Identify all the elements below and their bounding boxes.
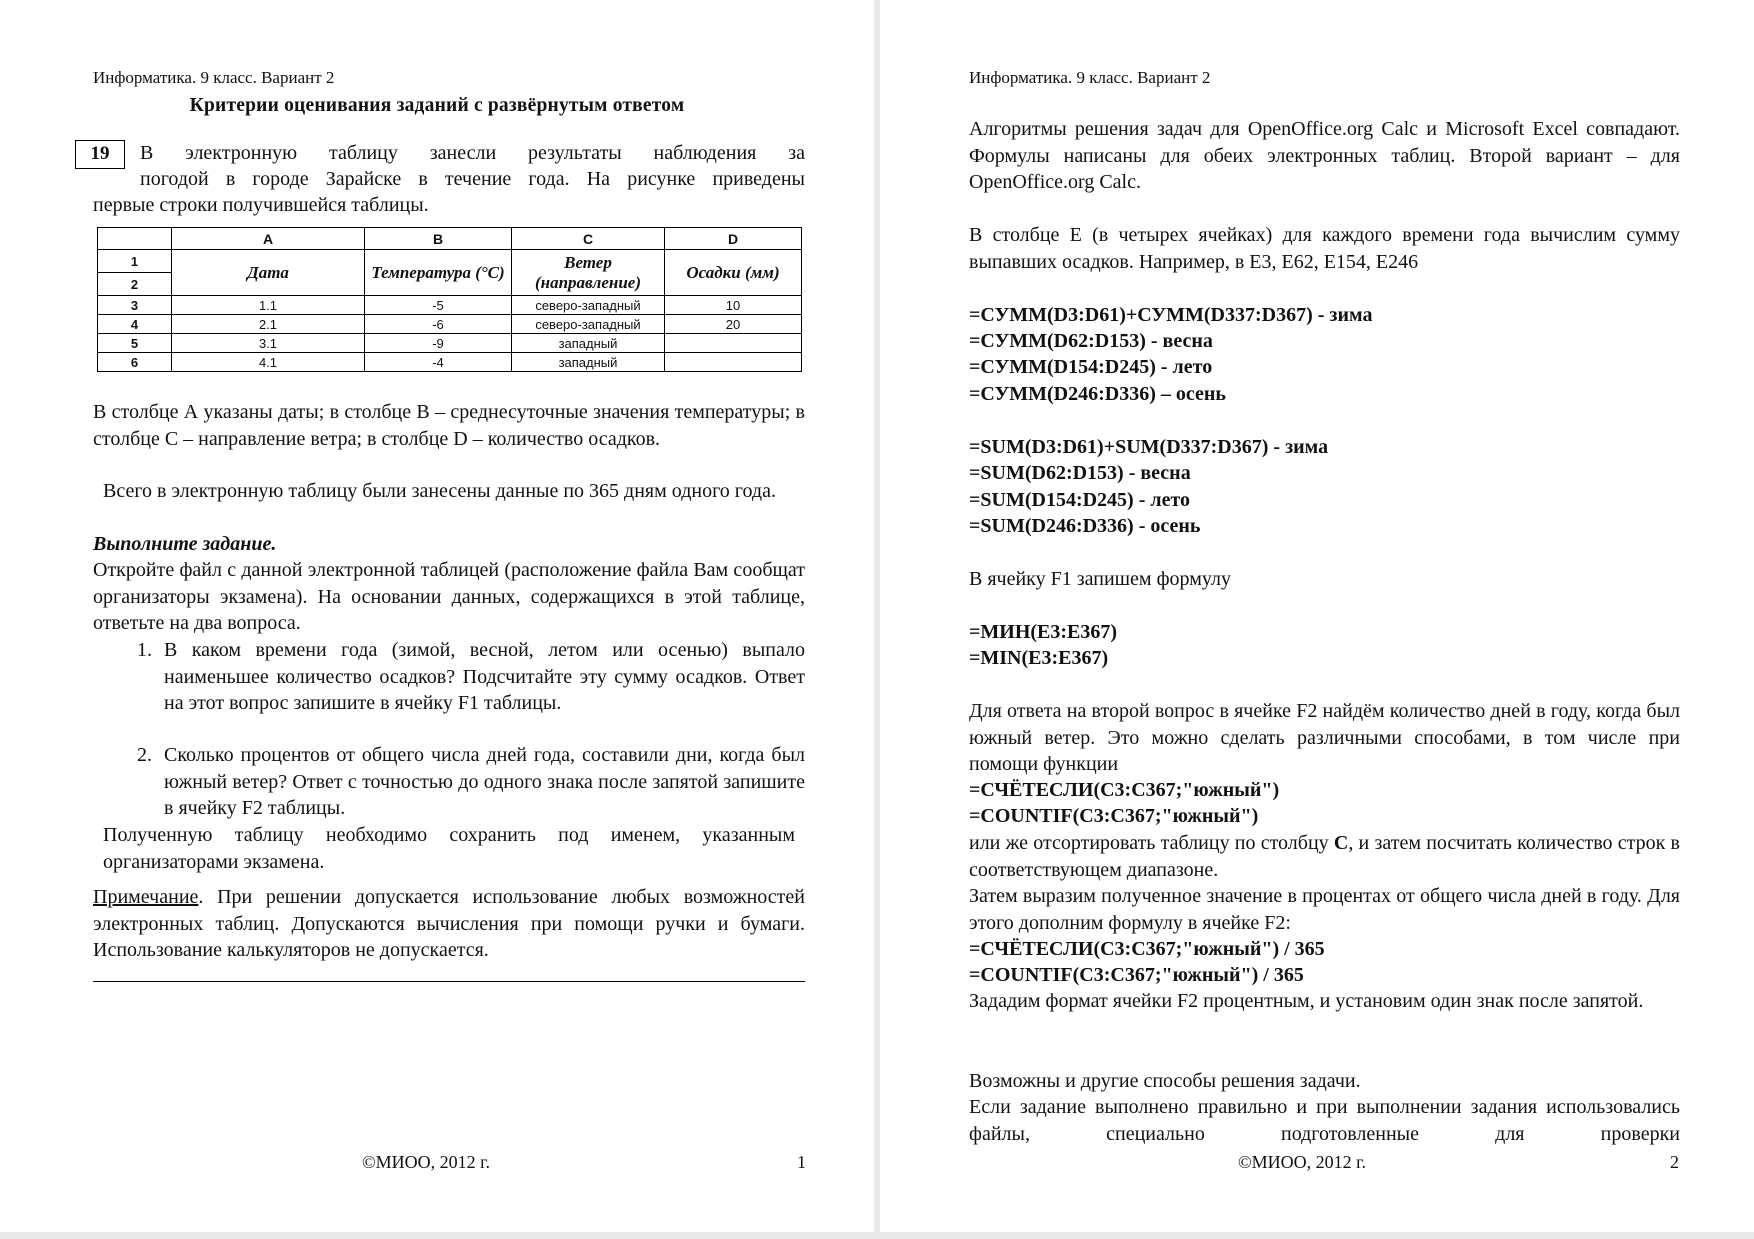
page-2 [880,0,1754,1232]
page-header: Информатика. 9 класс. Вариант 2 [93,68,335,87]
formula-ru-summer: =СУММ(D154:D245) - лето [969,356,1213,378]
header-cell-wind: Ветер (направление) [512,250,665,296]
do-task-heading: Выполните задание. [93,533,277,555]
cell-d4: 20 [665,315,802,334]
table-row [98,353,802,372]
cell-b3: -5 [365,296,512,315]
formula-min-en: =MIN(E3:E367) [969,647,1109,669]
cell-a3: 1.1 [172,296,365,315]
sort-text [969,830,1680,883]
page-number: 2 [1670,1152,1679,1172]
horizontal-rule [93,981,805,982]
header-cell-date: Дата [172,250,365,296]
cell-d3: 10 [665,296,802,315]
footer-copyright: ©МИОО, 2012 г. [362,1152,491,1172]
formula-countif-ru: =СЧЁТЕСЛИ(C3:C367;"южный") [969,779,1280,801]
intro-line-2: погодой в городе Зарайске в течение года. На рисунке приведены [140,168,805,190]
formula-en-summer: =SUM(D154:D245) - лето [969,489,1191,511]
task-number-box: 19 [75,140,125,169]
question-1-text: В каком времени года (зимой, весной, летом или осенью) выпало наименьшее количество осадков? Подсчитайте эту сумму осадков. Ответ на этот вопрос запишите в ячейку F1 таблицы. [164,639,805,714]
col-header-c: C [512,228,665,250]
question-2-number: 2. [137,744,152,766]
note-text: . При решении допускается использование любых возможностей электронных таблиц. Допускаются вычисления при помощи ручки и бумаги. Использование калькуляторов не допускается. [93,886,805,961]
row-header-1: 1 [98,250,172,273]
criteria-title: Критерии оценивания заданий с развёрнутым ответом [189,95,685,116]
footer-copyright: ©МИОО, 2012 г. [1238,1152,1367,1172]
cell-b5: -9 [365,334,512,353]
cell-b4: -6 [365,315,512,334]
page-1 [0,0,874,1232]
col-header-d: D [665,228,802,250]
row-header-6: 6 [98,353,172,372]
intro-line-3: первые строки получившейся таблицы. [93,194,429,216]
sort-column: С [1333,832,1349,854]
col-header-a: A [172,228,365,250]
intro-line-1: В электронную таблицу занесли результаты наблюдения за [140,142,805,164]
question-1-number: 1. [137,639,152,661]
formula-percent-en: =COUNTIF(C3:C367;"южный") / 365 [969,964,1304,986]
row-header-3: 3 [98,296,172,315]
format-text: Зададим формат ячейки F2 процентным, и установим один знак после запятой. [969,990,1644,1012]
corner-cell [98,228,172,250]
percent-text: Затем выразим полученное значение в процентах от общего числа дней в году. Для этого дополним формулу в ячейке F2: [969,885,1680,934]
formula-min-ru: =МИН(E3:E367) [969,621,1118,643]
cell-c5: западный [512,334,665,353]
formula-en-autumn: =SUM(D246:D336) - осень [969,515,1201,537]
sort-text-post: , и затем посчитать количество строк в соответствующем диапазоне. [969,832,1680,881]
formula-countif-en: =COUNTIF(C3:C367;"южный") [969,805,1259,827]
sort-text-pre: или же отсортировать таблицу по столбцу [969,832,1334,854]
note-paragraph [93,884,805,964]
cell-b6: -4 [365,353,512,372]
header-cell-precipitation: Осадки (мм) [665,250,802,296]
page-number: 1 [797,1152,806,1172]
algorithm-text: Алгоритмы решения задач для OpenOffice.org Calc и Microsoft Excel совпадают. Формулы написаны для обеих электронных таблиц. Второй вариант – для OpenOffice.org Calc. [969,118,1680,193]
note-label: Примечание [93,886,199,908]
if-correct-text: Если задание выполнено правильно и при выполнении задания использовались файлы, специально подготовленные для проверки [969,1096,1680,1145]
row-header-4: 4 [98,315,172,334]
header-cell-temperature: Температура (°С) [365,250,512,296]
formula-en-spring: =SUM(D62:D153) - весна [969,462,1191,484]
table-row [98,315,802,334]
columns-description: В столбце А указаны даты; в столбце В – среднесуточные значения температуры; в столбце С – направление ветра; в столбце D – количество осадков. [93,401,805,450]
page-header: Информатика. 9 класс. Вариант 2 [969,68,1211,87]
f2-text: Для ответа на второй вопрос в ячейке F2 найдём количество дней в году, когда был южный ветер. Это можно сделать различными способами, в том числе при помощи функции [969,700,1680,775]
cell-c3: северо-западный [512,296,665,315]
formula-percent-ru: =СЧЁТЕСЛИ(C3:C367;"южный") / 365 [969,938,1325,960]
spreadsheet-figure [97,227,802,372]
row-header-5: 5 [98,334,172,353]
total-description: Всего в электронную таблицу были занесены данные по 365 дням одного года. [103,480,776,502]
formula-en-winter: =SUM(D3:D61)+SUM(D337:D367) - зима [969,436,1329,458]
other-ways-text: Возможны и другие способы решения задачи. [969,1070,1361,1092]
table-row [98,334,802,353]
formula-ru-autumn: =СУММ(D246:D336) – осень [969,383,1226,405]
cell-a4: 2.1 [172,315,365,334]
cell-d6 [665,353,802,372]
cell-d5 [665,334,802,353]
f1-text: В ячейку F1 запишем формулу [969,568,1232,590]
question-2-text: Сколько процентов от общего числа дней года, составили дни, когда был южный ветер? Ответ с точностью до одного знака после запятой запишите в ячейку F2 таблицы. [164,744,805,819]
cell-c4: северо-западный [512,315,665,334]
column-e-text: В столбце Е (в четырех ячейках) для каждого времени года вычислим сумму выпавших осадков. Например, в Е3, Е62, Е154, Е246 [969,224,1680,273]
table-row [98,296,802,315]
open-file-text: Откройте файл с данной электронной таблицей (расположение файла Вам сообщат организаторы экзамена). На основании данных, содержащихся в этой таблице, ответьте на два вопроса. [93,559,805,634]
formula-ru-winter: =СУММ(D3:D61)+СУММ(D337:D367) - зима [969,304,1373,326]
formula-ru-spring: =СУММ(D62:D153) - весна [969,330,1213,352]
row-header-2: 2 [98,273,172,296]
save-note: Полученную таблицу необходимо сохранить под именем, указанным организаторами экзамена. [103,824,795,873]
cell-a5: 3.1 [172,334,365,353]
col-header-b: B [365,228,512,250]
cell-a6: 4.1 [172,353,365,372]
cell-c6: западный [512,353,665,372]
